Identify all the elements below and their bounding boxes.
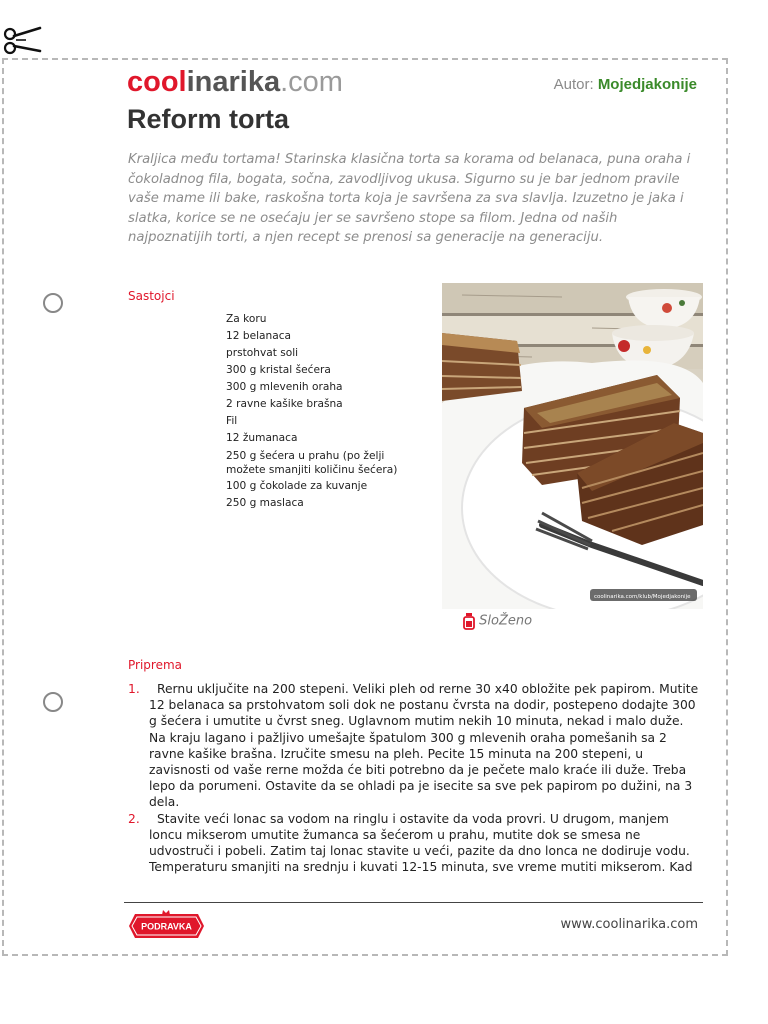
ingredient-item: 250 g šećera u prahu (po želji možete smanjiti količinu šećera): [226, 450, 398, 476]
recipe-title: Reform torta: [127, 104, 290, 134]
difficulty-label: SloŽeno: [479, 613, 533, 629]
author-line: [554, 76, 697, 93]
ingredients-heading: Sastojci: [128, 289, 175, 303]
ingredient-item: 100 g čokolade za kuvanje: [226, 480, 368, 492]
podravka-logo[interactable]: [127, 910, 206, 942]
ingredient-item: 12 belanaca: [226, 330, 292, 342]
photo-watermark: coolinarika.com/klub/Mojedjakonije: [594, 594, 691, 600]
preparation-step: [128, 811, 700, 876]
footer-divider: [124, 902, 703, 903]
ingredient-item: 300 g kristal šećera: [226, 364, 331, 376]
difficulty-level: [463, 612, 532, 630]
binder-hole: [43, 293, 63, 313]
cooking-pot-icon: [463, 612, 475, 630]
ingredient-item: 2 ravne kašike brašna: [226, 398, 343, 410]
ingredient-item: Fil: [226, 415, 238, 427]
ingredient-item: prstohvat soli: [226, 347, 299, 359]
preparation-steps: [128, 681, 700, 875]
site-logo[interactable]: [127, 64, 343, 100]
step-text: Rernu uključite na 200 stepeni. Veliki pleh od rerne 30 x40 obložite pek papirom. Mutite 12 belanaca sa prstohvatom soli dok ne postanu čvrsta na dodir, postepeno dodajte 300 g šećera i umutite u čvrst sneg. Uglavnom mutim nekih 10 minuta, nekad i malo duže. Na kraju lagano i pažljivo umešajte špatulom 300 g mlevenih oraha pomešanih sa 2 ravne kašike brašna. Izručite smesu na pleh. Pecite 15 minuta na 200 stepeni, u zavisnosti od vaše rerne možda će biti potrebno da je pečete malo kraće ili duže. Treba lepo da porumeni. Ostavite da se ohladi pa je isecite sa sve pek papirom po dužini, na 3 dela.: [149, 682, 699, 810]
logo-part-cool: cool: [127, 66, 187, 98]
preparation-heading: Priprema: [128, 658, 183, 672]
step-number: 1.: [128, 682, 140, 696]
recipe-photo: [442, 283, 703, 609]
preparation-step: [128, 681, 700, 811]
scissors-icon: [2, 24, 42, 56]
logo-part-com: .com: [280, 66, 343, 98]
recipe-intro: Kraljica među tortama! Starinska klasična torta sa korama od belanaca, puna oraha i čokoladnog fila, bogata, sočna, zavodljivog ukusa. Sigurno su je bar jednom pravile vaše mame ili bake, raskošna torta koja je savršena za sva slavlja. Izuzetno je jaka i slatka, korice se ne osećaju jer se savršeno stope sa filom. Jedna od naših najpoznatijih torti, a njen recept se prenosi sa generacije na generaciju.: [128, 152, 691, 245]
logo-part-inarika: inarika: [186, 66, 281, 98]
podravka-logo-text: PODRAVKA: [141, 921, 192, 932]
step-text: Stavite veći lonac sa vodom na ringlu i ostavite da voda provri. U drugom, manjem loncu mikserom umutite žumanca sa šećerom u prahu, mutite dok se smesa ne udvostruči i pobeli. Zatim taj lonac stavite u veći, pazite da dno lonca ne dodiruje vodu. Temperaturu smanjiti na srednju i kuvati 12-15 minuta, sve vreme mutiti mikserom. Kad: [149, 811, 693, 875]
cake-slice-back: [442, 333, 522, 401]
ingredients-list: [226, 311, 426, 512]
ingredient-item: Za koru: [226, 313, 267, 325]
footer-url[interactable]: www.coolinarika.com: [560, 917, 698, 932]
step-number: 2.: [128, 811, 140, 826]
binder-hole: [43, 692, 63, 712]
ingredient-item: 250 g maslaca: [226, 497, 304, 509]
author-name[interactable]: Mojedjakonije: [597, 76, 697, 93]
author-label: Autor:: [553, 76, 594, 93]
ingredient-item: 12 žumanaca: [226, 432, 298, 444]
ingredient-item: 300 g mlevenih oraha: [226, 381, 343, 393]
